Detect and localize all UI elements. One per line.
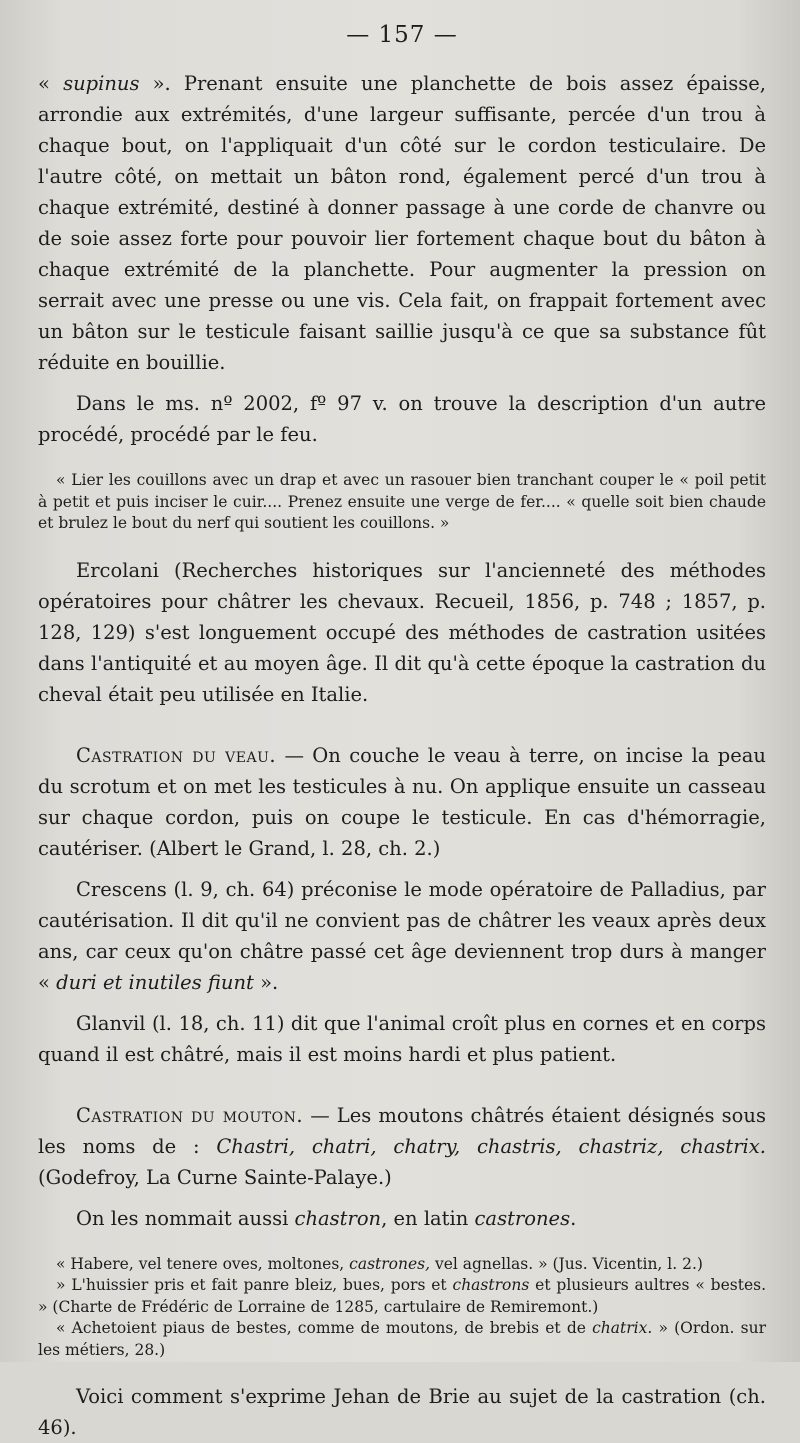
paragraph-ms-2002: Dans le ms. nº 2002, fº 97 v. on trouve la description d'un autre procédé, procédé par le feu.	[38, 392, 766, 446]
paragraph-supinus	[38, 68, 766, 378]
italic-term: castrones	[474, 1206, 571, 1230]
quote-text: « Lier les couillons avec un drap et avec un rasouer bien tranchant couper le « poil petit à petit et puis inciser le cuir.... Prenez ensuite une verge de fer.... « quelle soit bien chaude et brulez le bout du nerf qui soutient les couillons. »	[38, 471, 766, 532]
text-run: , en latin	[381, 1206, 475, 1230]
quote-couillons	[38, 470, 766, 535]
text-run: ». Prenant ensuite une planchette de bois assez épaisse, arrondie aux extrémités, d'une largeur suffisante, percée d'un trou à chaque bout, on l'appliquait d'un côté sur le cordon testiculaire. De l'autre côté, on mettait un bâton rond, également percé d'un trou à chaque extrémité, destiné à donner passage à une corde de chanvre ou de soie assez forte pour pouvoir lier fortement chaque bout du bâton à chaque extrémité de la planchette. Pour augmenter la pression on serrait avec une presse ou une vis. Cela fait, on frappait fortement avec un bâton sur le testicule faisant saillie jusqu'à ce que sa substance fût réduite en bouillie.	[38, 72, 766, 374]
text-run: vel agnellas. » (Jus. Vicentin, l. 2.)	[430, 1254, 703, 1273]
text-run: «	[38, 72, 64, 95]
text-run: » (Ordon. sur les métiers, 28.)	[38, 1319, 766, 1359]
paragraph-glanvil: Glanvil (l. 18, ch. 11) dit que l'animal croît plus en cornes et en corps quand il est châtré, mais il est moins hardi et plus patient.	[38, 1011, 766, 1066]
italic-quote: duri et inutiles fiunt	[56, 970, 254, 994]
paragraph-ercolani: Ercolani (Recherches historiques sur l'ancienneté des méthodes opératoires pour châtrer les chevaux. Recueil, 1856, p. 748 ; 1857, p. 128, 129) s'est longuement occupé des méthodes de castration usitées dans l'antiquité et au moyen âge. Il dit qu'à cette époque la castration du cheval était peu utilisée en Italie.	[38, 558, 766, 706]
quote-line-2	[38, 1275, 766, 1318]
text-run: On les nommait aussi	[76, 1206, 295, 1230]
section-castration-veau	[38, 740, 766, 864]
text-run: (Godefroy, La Curne Sainte-Palaye.)	[38, 1165, 392, 1189]
text-run: Crescens (l. 9, ch. 64) préconise le mode opératoire de Palladius, par cautérisation. Il dit qu'il ne convient pas de châtrer les veaux après deux ans, car ceux qu'on châtre passé cet âge deviennent trop durs à manger «	[38, 877, 766, 994]
page-number: — 157 —	[346, 22, 458, 48]
text-run: » L'huissier pris et fait panre bleiz, bues, pors et	[56, 1276, 453, 1294]
paragraph-chastron	[38, 1203, 766, 1234]
italic-term: chastron	[294, 1206, 382, 1230]
italic-names: Chastri, chatri, chatry, chastris, chastriz, chastrix.	[216, 1134, 766, 1158]
text-run: « Habere, vel tenere oves, moltones,	[56, 1254, 350, 1273]
text-run: — On couche le veau à terre, on incise la peau du scrotum et on met les testicules à nu. On applique ensuite un casseau sur chaque cordon, puis on coupe le testicule. En cas d'hémorragie, cautériser. (Albert le Grand, l. 28, ch. 2.)	[38, 743, 766, 860]
quote-line-1	[38, 1254, 766, 1276]
italic-term: chastrons	[452, 1276, 530, 1294]
text-run: .	[570, 1206, 577, 1230]
text-run: — Les moutons châtrés étaient désignés sous les noms de :	[38, 1103, 766, 1158]
italic-term: chatrix.	[592, 1319, 653, 1337]
italic-term: supinus	[63, 72, 140, 95]
section-heading: Castration du veau.	[76, 743, 277, 767]
text-run: ».	[253, 970, 279, 994]
paragraph-jehan-de-brie: Voici comment s'exprime Jehan de Brie au sujet de la castration (ch. 46).	[38, 1385, 766, 1439]
section-castration-mouton	[38, 1100, 766, 1193]
quote-line-3	[38, 1318, 766, 1361]
text-run: et plusieurs aultres « bestes. » (Charte de Frédéric de Lorraine de 1285, cartulaire de Remiremont.)	[38, 1276, 766, 1316]
text-run: « Achetoient piaus de bestes, comme de moutons, de brebis et de	[56, 1319, 593, 1337]
quotes-mouton	[38, 1254, 766, 1362]
italic-term: castrones,	[349, 1254, 431, 1273]
paragraph-crescens	[38, 874, 766, 998]
section-heading: Castration du mouton.	[76, 1103, 304, 1127]
